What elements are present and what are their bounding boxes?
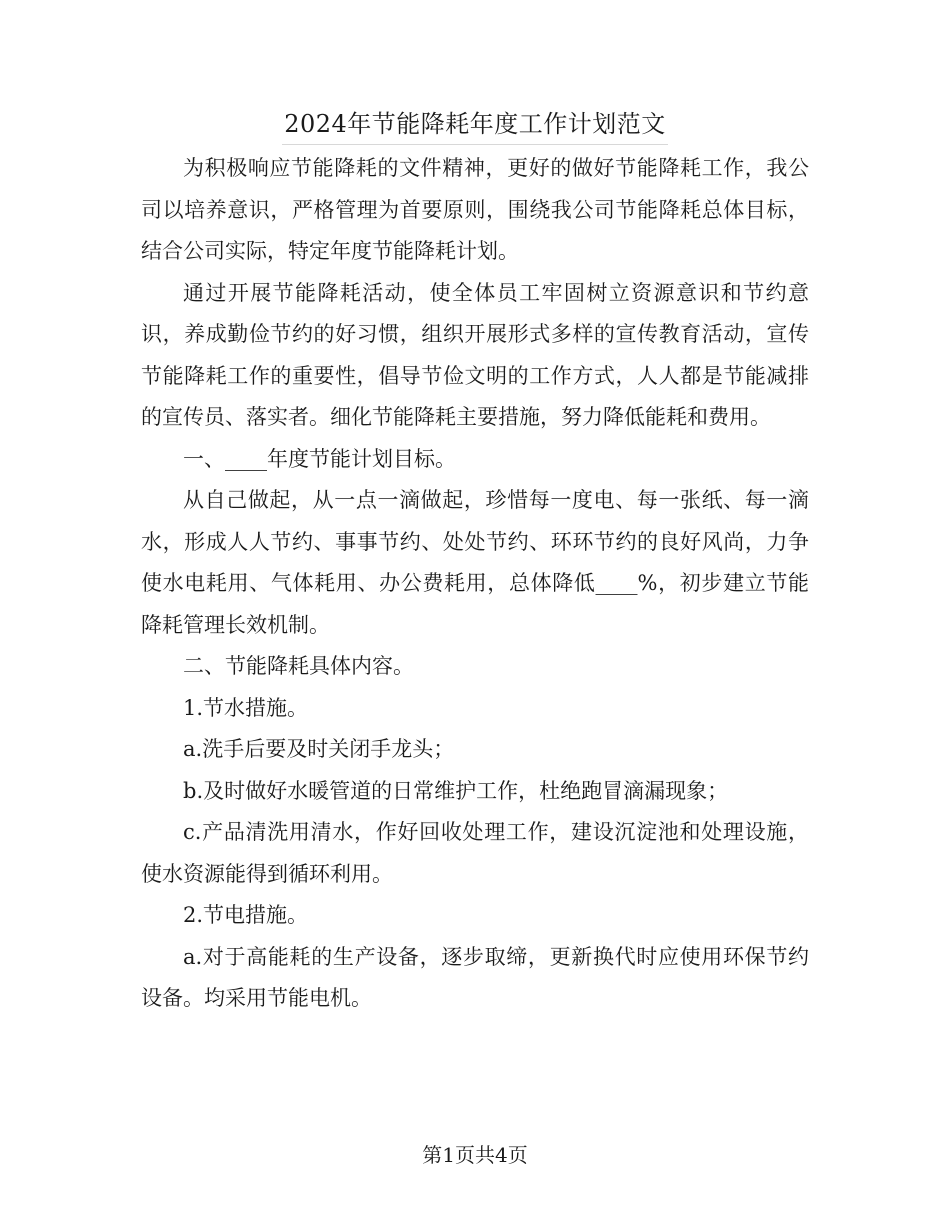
document-title-container [0,104,950,145]
paragraph-intro: 为积极响应节能降耗的文件精神，更好的做好节能降耗工作，我公司以培养意识，严格管理为首要原则，围绕我公司节能降耗总体目标，结合公司实际，特定年度节能降耗计划。 [141,156,809,263]
document-title: 2024年节能降耗年度工作计划范文 [282,104,668,145]
section-heading-goals: 一、____年度节能计划目标。 [183,446,456,471]
section-heading-content: 二、节能降耗具体内容。 [183,654,414,678]
paragraph-activities: 通过开展节能降耗活动，使全体员工牢固树立资源意识和节约意识，养成勤俭节约的好习惯，组织开展形式多样的宣传教育活动，宣传节能降耗工作的重要性，倡导节俭文明的工作方式，人人都是节能减排的宣传员、落实者。细化节能降耗主要措施，努力降低能耗和费用。 [141,280,809,429]
subheading-water: 1.节水措施。 [183,695,309,720]
page-number-footer: 第1页共4页 [422,1143,528,1167]
subheading-electricity: 2.节电措施。 [183,903,309,927]
paragraph-goals: 从自己做起，从一点一滴做起，珍惜每一度电、每一张纸、每一滴水，形成人人节约、事事节约、处处节约、环环节约的良好风尚，力争使水电耗用、气体耗用、办公费耗用，总体降低____%，初步建立节能降耗管理长效机制。 [141,488,809,637]
list-item-electricity-a: a.对于高能耗的生产设备，逐步取缔，更新换代时应使用环保节约设备。均采用节能电机。 [141,944,809,1010]
list-item-water-c: c.产品清洗用清水，作好回收处理工作，建设沉淀池和处理设施，使水资源能得到循环利用。 [141,820,809,886]
list-item-water-a: a.洗手后要及时关闭手龙头； [183,737,455,761]
list-item-water-b: b.及时做好水暖管道的日常维护工作，杜绝跑冒滴漏现象； [183,778,729,803]
document-body [141,148,809,1020]
